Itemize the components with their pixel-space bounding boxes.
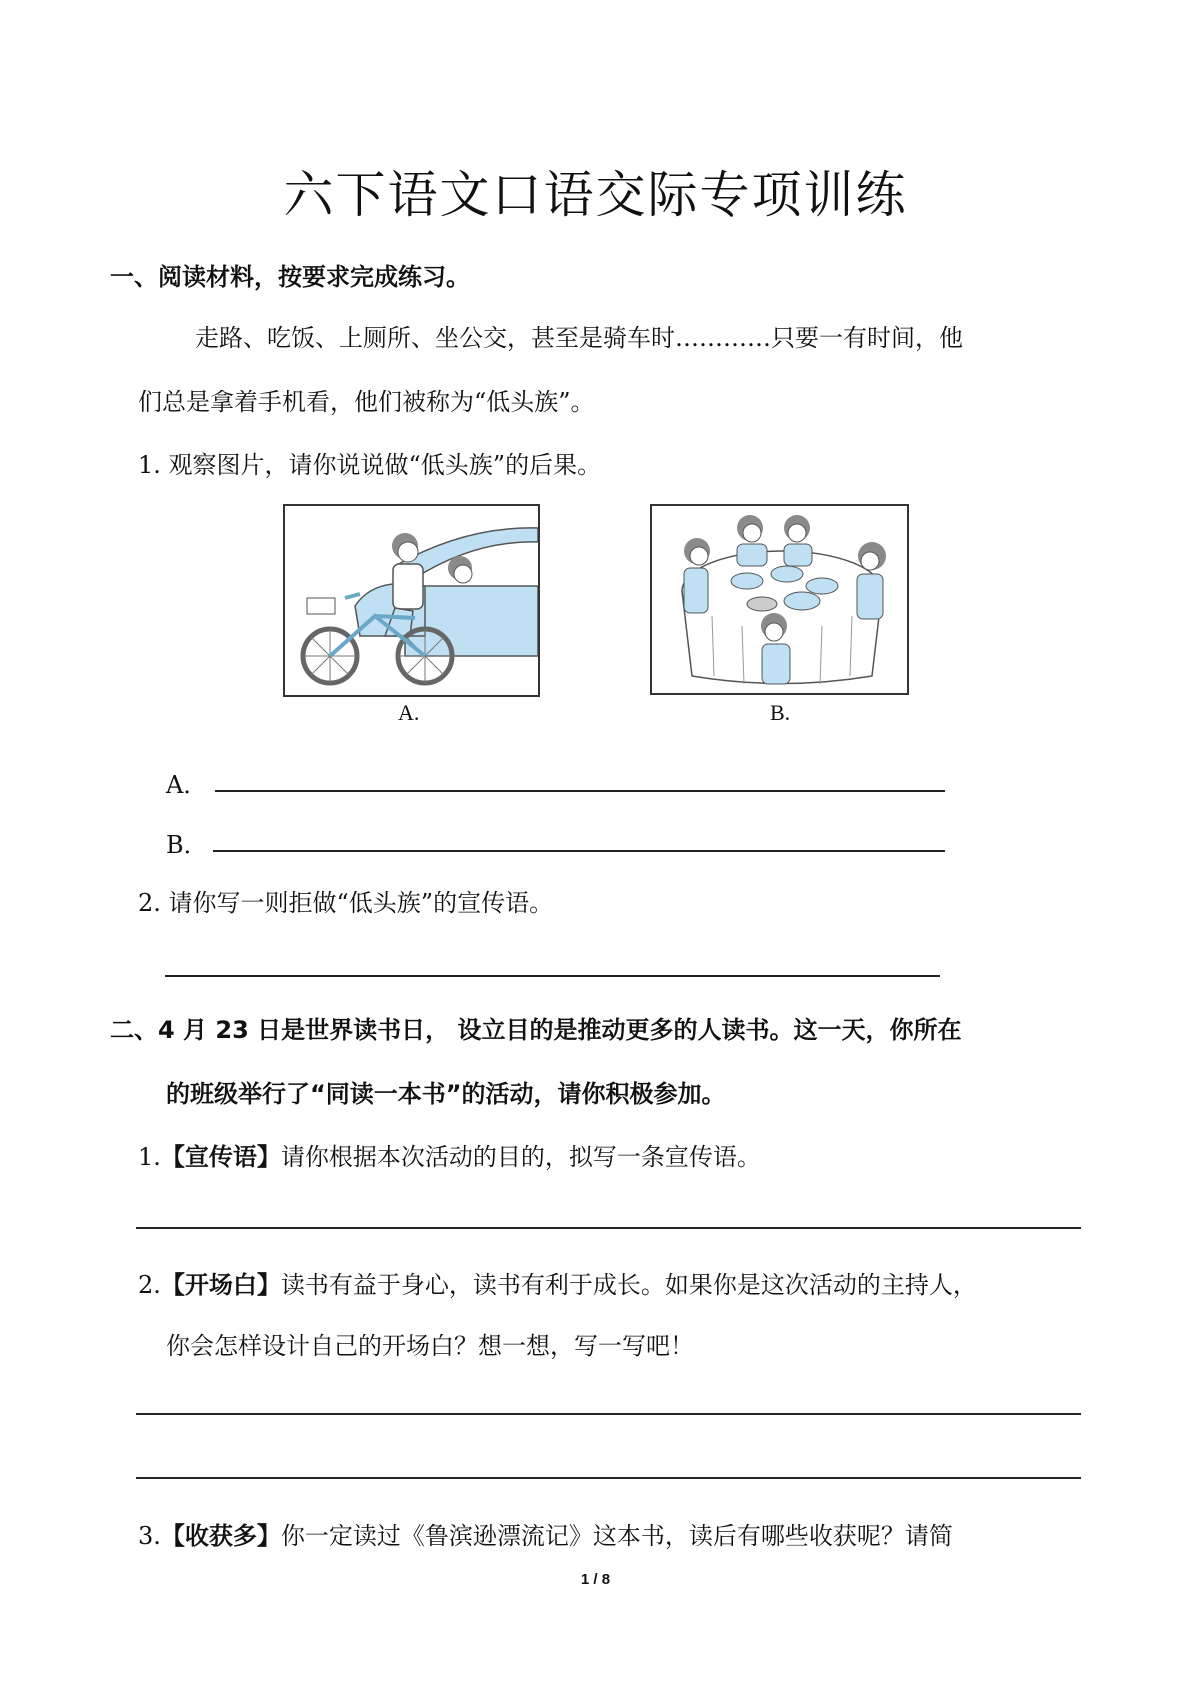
section1-question-2: 2. 请你写一则拒做“低头族”的宣传语。 [138, 889, 554, 917]
question-number: 2. [138, 1271, 161, 1299]
section2-question-2 [138, 1265, 977, 1300]
section2-heading-line2: 的班级举行了“同读一本书”的活动，请你积极参加。 [166, 1080, 726, 1108]
activity-slogan-blank-line[interactable] [136, 1227, 1081, 1229]
slogan-blank-line[interactable] [165, 975, 940, 977]
page-number: 1 / 8 [580, 1571, 611, 1588]
section2-question-3 [138, 1516, 953, 1551]
section1-question-1: 1. 观察图片，请你说说做“低头族”的后果。 [138, 451, 602, 479]
illustration-a-cycling-with-phone [283, 504, 540, 697]
illustration-b-family-dinner-phones [650, 504, 909, 695]
answer-b-blank-line[interactable] [213, 850, 945, 852]
page-title: 六下语文口语交际专项训练 [283, 166, 908, 224]
section2-question-1 [138, 1137, 761, 1172]
question-text: 你一定读过《鲁滨逊漂流记》这本书，读后有哪些收获呢？请简 [280, 1522, 953, 1550]
question-text-line1: 读书有益于身心，读书有利于成长。如果你是这次活动的主持人， [280, 1271, 977, 1299]
illustration-a-label: A. [398, 700, 420, 725]
question-number: 1. [138, 1143, 161, 1171]
dinner-table-illustration [652, 506, 907, 693]
section1-paragraph-line2: 们总是拿着手机看，他们被称为“低头族”。 [138, 388, 595, 416]
illustration-b-label: B. [770, 700, 791, 725]
answer-b-label: B． [166, 831, 208, 859]
section2-question-2-line2: 你会怎样设计自己的开场白？想一想，写一写吧！ [166, 1332, 694, 1360]
answer-a-blank-line[interactable] [215, 790, 945, 792]
section1-paragraph-line1: 走路、吃饭、上厕所、坐公交，甚至是骑车时…………只要一有时间，他 [195, 324, 963, 352]
question-text: 请你根据本次活动的目的，拟写一条宣传语。 [280, 1143, 761, 1171]
bicycle-car-illustration [285, 506, 538, 695]
answer-a-label: A． [166, 771, 208, 799]
question-tag-opening: 【开场白】 [160, 1271, 281, 1299]
section2-heading-line1: 二、4 月 23 日是世界读书日， 设立目的是推动更多的人读书。这一天，你所在 [110, 1016, 962, 1044]
section1-heading: 一、阅读材料，按要求完成练习。 [110, 263, 470, 291]
opening-blank-line-2[interactable] [136, 1477, 1081, 1479]
question-tag-slogan: 【宣传语】 [160, 1143, 281, 1171]
opening-blank-line-1[interactable] [136, 1413, 1081, 1415]
question-tag-gains: 【收获多】 [160, 1522, 281, 1550]
question-number: 3. [138, 1522, 161, 1550]
